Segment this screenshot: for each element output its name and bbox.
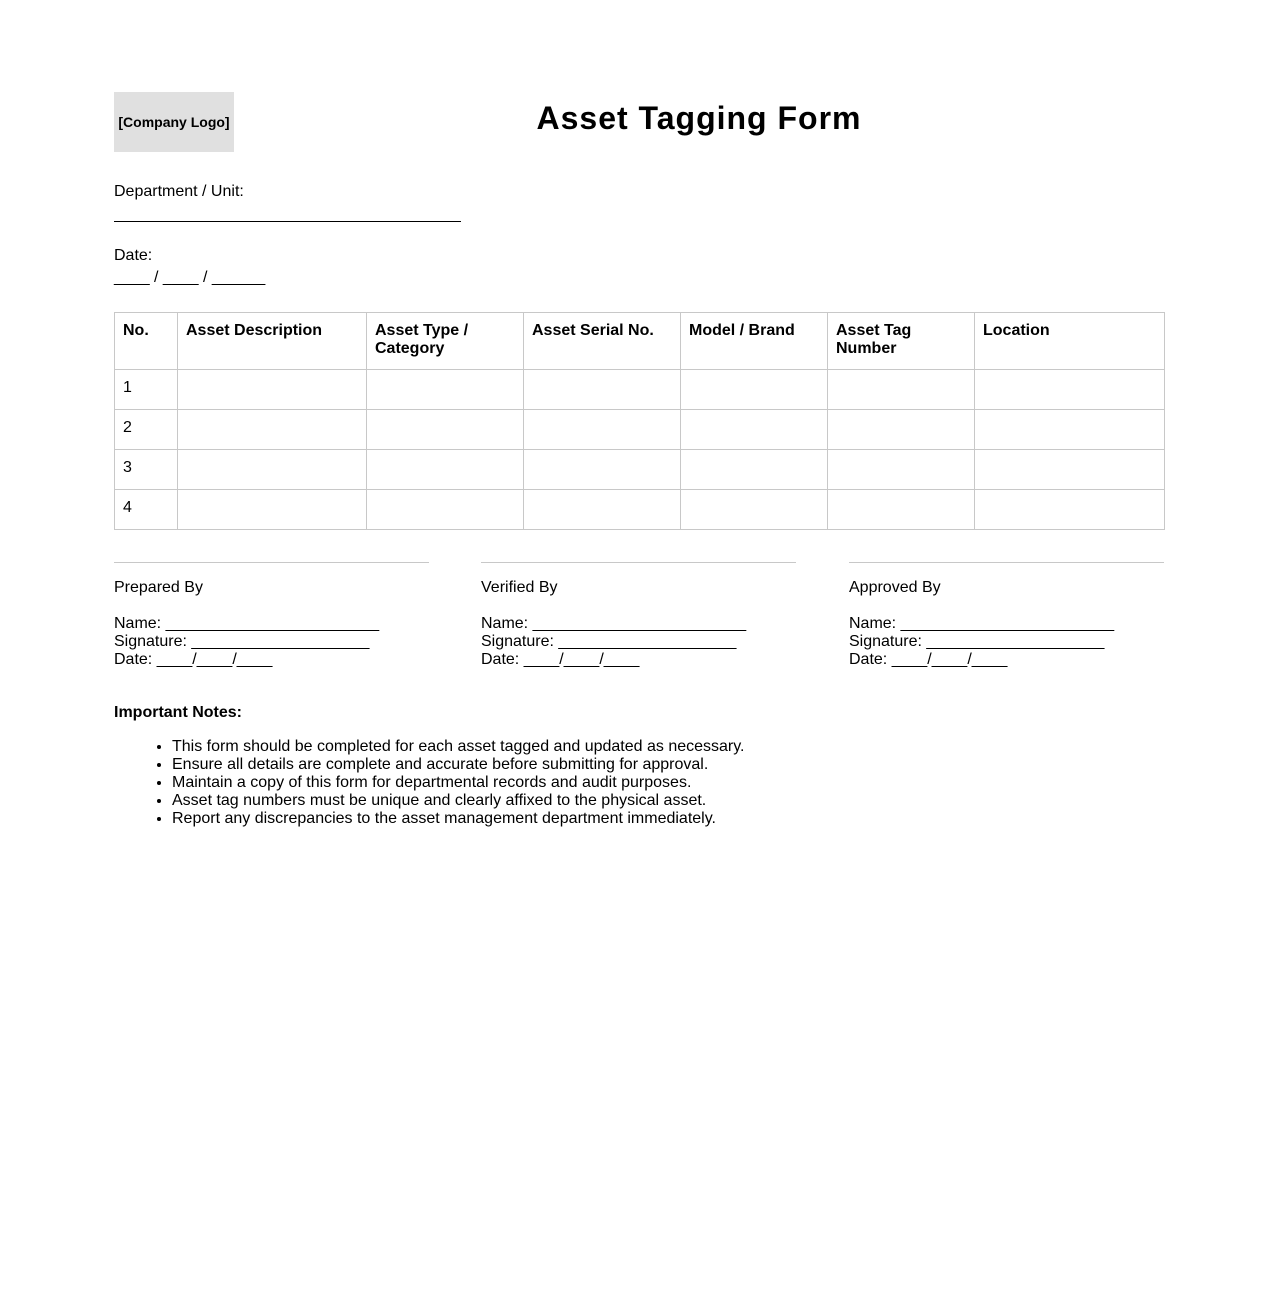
cell-serial-no[interactable] [524, 410, 681, 450]
header-serial-no: Asset Serial No. [524, 313, 681, 370]
row-number: 3 [115, 450, 178, 490]
list-item: • Maintain a copy of this form for departmental records and audit purposes. [172, 774, 745, 792]
cell-asset-tag[interactable] [828, 370, 975, 410]
header-asset-tag: Asset Tag Number [828, 313, 975, 370]
cell-serial-no[interactable] [524, 450, 681, 490]
cell-asset-description[interactable] [178, 410, 367, 450]
cell-asset-type[interactable] [367, 410, 524, 450]
page-title: Asset Tagging Form [536, 100, 862, 136]
signature-role: Verified By [481, 579, 558, 596]
list-item: • This form should be completed for each asset tagged and updated as necessary. [172, 738, 745, 756]
table-header-row [115, 313, 1165, 370]
signature-divider [481, 562, 796, 563]
cell-asset-type[interactable] [367, 490, 524, 530]
signature-role: Approved By [849, 579, 941, 596]
name-field[interactable]: Name: ________________________ [481, 615, 747, 632]
signature-block-approved [849, 562, 1164, 669]
table-row [115, 370, 1165, 410]
cell-serial-no[interactable] [524, 370, 681, 410]
cell-asset-tag[interactable] [828, 450, 975, 490]
department-label: Department / Unit: [114, 183, 244, 200]
cell-location[interactable] [975, 370, 1165, 410]
name-field[interactable]: Name: ________________________ [114, 615, 380, 632]
notes-title: Important Notes: [114, 704, 242, 721]
cell-asset-tag[interactable] [828, 410, 975, 450]
department-field-line[interactable] [114, 221, 461, 222]
row-number: 1 [115, 370, 178, 410]
name-field[interactable]: Name: ________________________ [849, 615, 1115, 632]
list-item: • Report any discrepancies to the asset management department immediately. [172, 810, 745, 828]
cell-model-brand[interactable] [681, 370, 828, 410]
notes-list [114, 738, 745, 828]
header-no: No. [115, 313, 178, 370]
signature-field[interactable]: Signature: ____________________ [481, 633, 737, 650]
signature-block-verified [481, 562, 796, 669]
cell-location[interactable] [975, 490, 1165, 530]
date-field[interactable]: Date: ____/____/____ [114, 651, 273, 668]
table-row [115, 410, 1165, 450]
list-item: • Asset tag numbers must be unique and clearly affixed to the physical asset. [172, 792, 745, 810]
cell-asset-description[interactable] [178, 490, 367, 530]
cell-asset-tag[interactable] [828, 490, 975, 530]
row-number: 2 [115, 410, 178, 450]
date-field[interactable]: Date: ____/____/____ [849, 651, 1008, 668]
signature-role: Prepared By [114, 579, 203, 596]
cell-asset-type[interactable] [367, 450, 524, 490]
signature-divider [849, 562, 1164, 563]
header-model-brand: Model / Brand [681, 313, 828, 370]
date-field[interactable]: ____ / ____ / ______ [114, 269, 266, 286]
list-item: • Ensure all details are complete and accurate before submitting for approval. [172, 756, 745, 774]
cell-location[interactable] [975, 410, 1165, 450]
cell-model-brand[interactable] [681, 490, 828, 530]
signature-field[interactable]: Signature: ____________________ [849, 633, 1105, 650]
cell-model-brand[interactable] [681, 410, 828, 450]
table-row [115, 450, 1165, 490]
cell-location[interactable] [975, 450, 1165, 490]
asset-table [114, 312, 1165, 530]
cell-asset-description[interactable] [178, 370, 367, 410]
cell-model-brand[interactable] [681, 450, 828, 490]
signature-field[interactable]: Signature: ____________________ [114, 633, 370, 650]
table-row [115, 490, 1165, 530]
header-asset-description: Asset Description [178, 313, 367, 370]
company-logo-text: [Company Logo] [118, 114, 230, 130]
signature-divider [114, 562, 429, 563]
cell-serial-no[interactable] [524, 490, 681, 530]
date-label: Date: [114, 247, 153, 264]
header-asset-type: Asset Type / Category [367, 313, 524, 370]
company-logo [114, 92, 234, 152]
row-number: 4 [115, 490, 178, 530]
cell-asset-description[interactable] [178, 450, 367, 490]
date-field[interactable]: Date: ____/____/____ [481, 651, 640, 668]
signature-block-prepared [114, 562, 429, 669]
header-location: Location [975, 313, 1165, 370]
cell-asset-type[interactable] [367, 370, 524, 410]
